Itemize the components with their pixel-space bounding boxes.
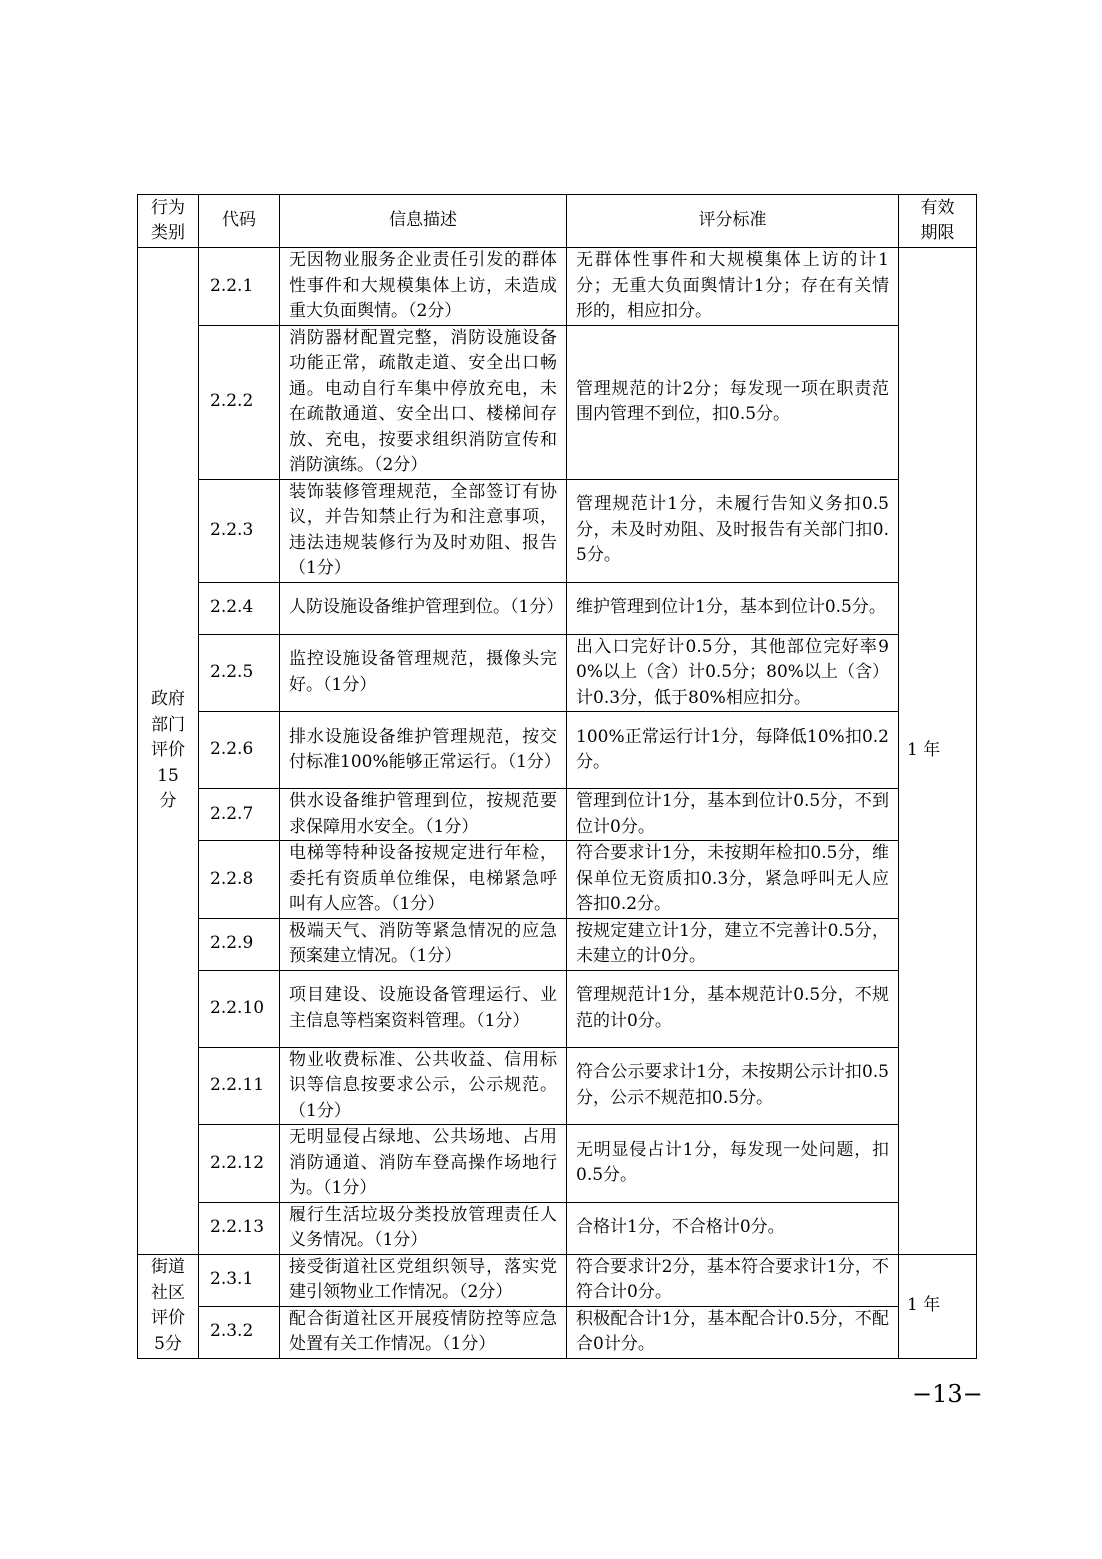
description-cell: 消防器材配置完整，消防设施设备功能正常，疏散走道、安全出口畅通。电动自行车集中停放充电，未在疏散通道、安全出口、楼梯间存放、充电，按要求组织消防宣传和消防演练。（2分） [280, 325, 567, 479]
category-cell-government: 政府部门评价15分 [138, 248, 199, 1255]
description-cell: 项目建设、设施设备管理运行、业主信息等档案资料管理。（1分） [280, 970, 567, 1047]
code-cell: 2.2.5 [199, 634, 280, 712]
criteria-cell: 出入口完好计0.5分，其他部位完好率90%以上（含）计0.5分；80%以上（含）计0.3分，低于80%相应扣分。 [567, 634, 899, 712]
table-row [138, 634, 977, 712]
code-cell: 2.2.11 [199, 1047, 280, 1125]
criteria-cell: 符合要求计2分，基本符合要求计1分，不符合计0分。 [567, 1254, 899, 1306]
table-row [138, 712, 977, 789]
criteria-cell: 积极配合计1分，基本配合计0.5分，不配合0计分。 [567, 1306, 899, 1358]
description-cell: 极端天气、消防等紧急情况的应急预案建立情况。（1分） [280, 918, 567, 970]
code-cell: 2.2.9 [199, 918, 280, 970]
code-cell: 2.2.1 [199, 248, 280, 326]
description-cell: 排水设施设备维护管理规范，按交付标准100%能够正常运行。（1分） [280, 712, 567, 789]
table-row [138, 479, 977, 582]
header-code: 代码 [199, 195, 280, 248]
page-number: −13− [912, 1380, 983, 1408]
description-cell: 监控设施设备管理规范，摄像头完好。（1分） [280, 634, 567, 712]
table-row [138, 1254, 977, 1306]
code-cell: 2.2.12 [199, 1125, 280, 1203]
criteria-cell: 管理到位计1分，基本到位计0.5分，不到位计0分。 [567, 789, 899, 841]
code-cell: 2.2.7 [199, 789, 280, 841]
table-row [138, 1125, 977, 1203]
table-row [138, 248, 977, 326]
criteria-cell: 符合要求计1分，未按期年检扣0.5分，维保单位无资质扣0.3分，紧急呼叫无人应答扣0.2分。 [567, 841, 899, 919]
code-cell: 2.2.6 [199, 712, 280, 789]
criteria-cell: 维护管理到位计1分，基本到位计0.5分。 [567, 582, 899, 634]
description-cell: 接受街道社区党组织领导，落实党建引领物业工作情况。（2分） [280, 1254, 567, 1306]
table-row [138, 1306, 977, 1358]
table-row [138, 789, 977, 841]
code-cell: 2.2.8 [199, 841, 280, 919]
description-cell: 电梯等特种设备按规定进行年检，委托有资质单位维保，电梯紧急呼叫有人应答。（1分） [280, 841, 567, 919]
code-cell: 2.2.3 [199, 479, 280, 582]
table-row [138, 1047, 977, 1125]
code-cell: 2.2.4 [199, 582, 280, 634]
criteria-cell: 100%正常运行计1分，每降低10%扣0.2分。 [567, 712, 899, 789]
code-cell: 2.2.13 [199, 1202, 280, 1254]
criteria-cell: 无明显侵占计1分，每发现一处问题，扣0.5分。 [567, 1125, 899, 1203]
table-row [138, 918, 977, 970]
code-cell: 2.2.2 [199, 325, 280, 479]
description-cell: 装饰装修管理规范，全部签订有协议，并告知禁止行为和注意事项，违法违规装修行为及时劝阻、报告（1分） [280, 479, 567, 582]
header-period: 有效期限 [899, 195, 977, 248]
description-cell: 人防设施设备维护管理到位。（1分） [280, 582, 567, 634]
criteria-cell: 无群体性事件和大规模集体上访的计1分；无重大负面舆情计1分；存在有关情形的，相应扣分。 [567, 248, 899, 326]
code-cell: 2.3.2 [199, 1306, 280, 1358]
description-cell: 物业收费标准、公共收益、信用标识等信息按要求公示，公示规范。（1分） [280, 1047, 567, 1125]
period-cell-government: 1 年 [899, 248, 977, 1255]
table-row [138, 582, 977, 634]
table-row [138, 841, 977, 919]
period-cell-community: 1 年 [899, 1254, 977, 1358]
description-cell: 供水设备维护管理到位，按规范要求保障用水安全。（1分） [280, 789, 567, 841]
table-row [138, 1202, 977, 1254]
criteria-cell: 按规定建立计1分，建立不完善计0.5分，未建立的计0分。 [567, 918, 899, 970]
code-cell: 2.3.1 [199, 1254, 280, 1306]
category-cell-community: 街道社区评价5分 [138, 1254, 199, 1358]
code-cell: 2.2.10 [199, 970, 280, 1047]
table-row [138, 325, 977, 479]
header-category: 行为类别 [138, 195, 199, 248]
scoring-table [137, 194, 977, 1359]
criteria-cell: 合格计1分，不合格计0分。 [567, 1202, 899, 1254]
header-description: 信息描述 [280, 195, 567, 248]
description-cell: 无明显侵占绿地、公共场地、占用消防通道、消防车登高操作场地行为。（1分） [280, 1125, 567, 1203]
table-row [138, 970, 977, 1047]
description-cell: 无因物业服务企业责任引发的群体性事件和大规模集体上访，未造成重大负面舆情。（2分） [280, 248, 567, 326]
criteria-cell: 符合公示要求计1分，未按期公示计扣0.5分，公示不规范扣0.5分。 [567, 1047, 899, 1125]
header-criteria: 评分标准 [567, 195, 899, 248]
description-cell: 履行生活垃圾分类投放管理责任人义务情况。（1分） [280, 1202, 567, 1254]
criteria-cell: 管理规范计1分，基本规范计0.5分，不规范的计0分。 [567, 970, 899, 1047]
criteria-cell: 管理规范计1分，未履行告知义务扣0.5分，未及时劝阻、及时报告有关部门扣0.5分。 [567, 479, 899, 582]
description-cell: 配合街道社区开展疫情防控等应急处置有关工作情况。（1分） [280, 1306, 567, 1358]
criteria-cell: 管理规范的计2分；每发现一项在职责范围内管理不到位，扣0.5分。 [567, 325, 899, 479]
header-row [138, 195, 977, 248]
